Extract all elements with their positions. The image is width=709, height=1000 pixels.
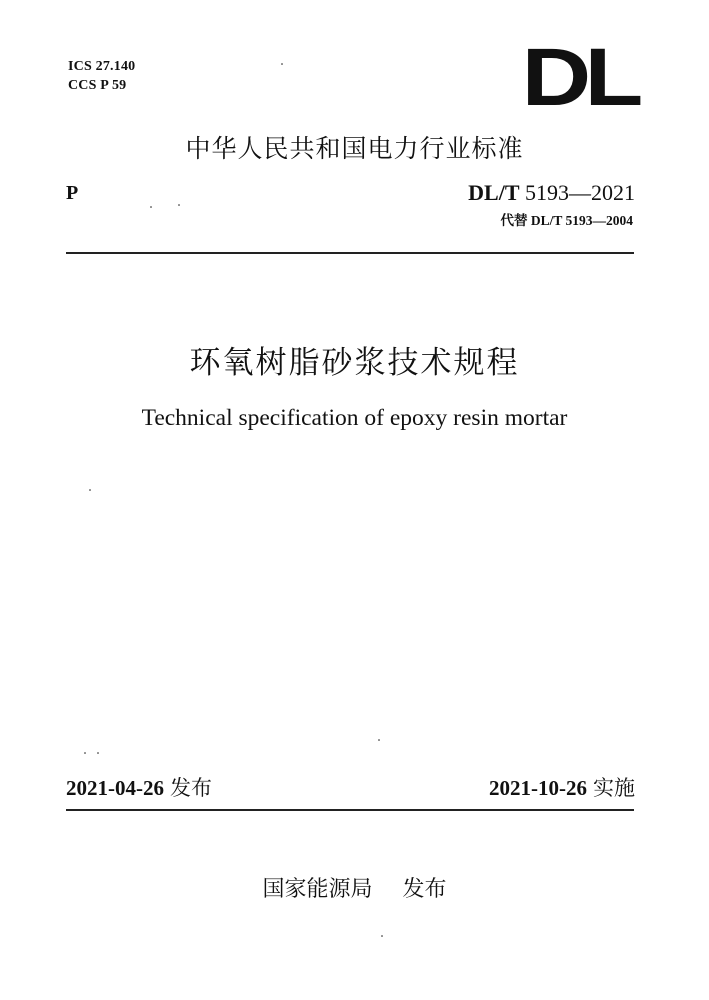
scan-speck <box>281 63 283 65</box>
standard-number <box>468 179 635 207</box>
issue-label: 发布 <box>170 776 212 800</box>
scan-speck <box>378 739 380 741</box>
scan-speck <box>150 206 152 208</box>
implementation-date-line <box>489 774 635 802</box>
publisher-action: 发布 <box>402 877 447 902</box>
publisher-name: 国家能源局 <box>262 877 373 902</box>
implementation-label: 实施 <box>593 776 635 800</box>
issue-date-line <box>66 774 212 802</box>
issue-date: 2021-04-26 <box>66 776 164 800</box>
replaces-standard: 代替 DL/T 5193—2004 <box>500 213 633 228</box>
scan-speck <box>97 752 99 754</box>
classification-letter: P <box>66 182 79 204</box>
standard-code: 5193—2021 <box>525 180 635 205</box>
industry-standard-title: 中华人民共和国电力行业标准 <box>185 134 524 163</box>
publisher-line <box>0 875 709 905</box>
scan-speck <box>381 935 383 937</box>
scan-speck <box>89 489 91 491</box>
bottom-divider <box>66 809 634 811</box>
top-divider <box>66 252 634 254</box>
standard-prefix: DL/T <box>468 180 520 205</box>
ics-code: ICS 27.140 <box>68 59 136 74</box>
document-title-chinese: 环氧树脂砂浆技术规程 <box>189 345 520 381</box>
document-title-english: Technical specification of epoxy resin mortar <box>141 405 568 431</box>
dl-logo: DL <box>522 31 637 123</box>
implementation-date: 2021-10-26 <box>489 776 587 800</box>
scan-speck <box>178 204 180 206</box>
classification-codes <box>68 57 135 95</box>
ccs-code: CCS P 59 <box>68 78 127 93</box>
scan-speck <box>84 752 86 754</box>
